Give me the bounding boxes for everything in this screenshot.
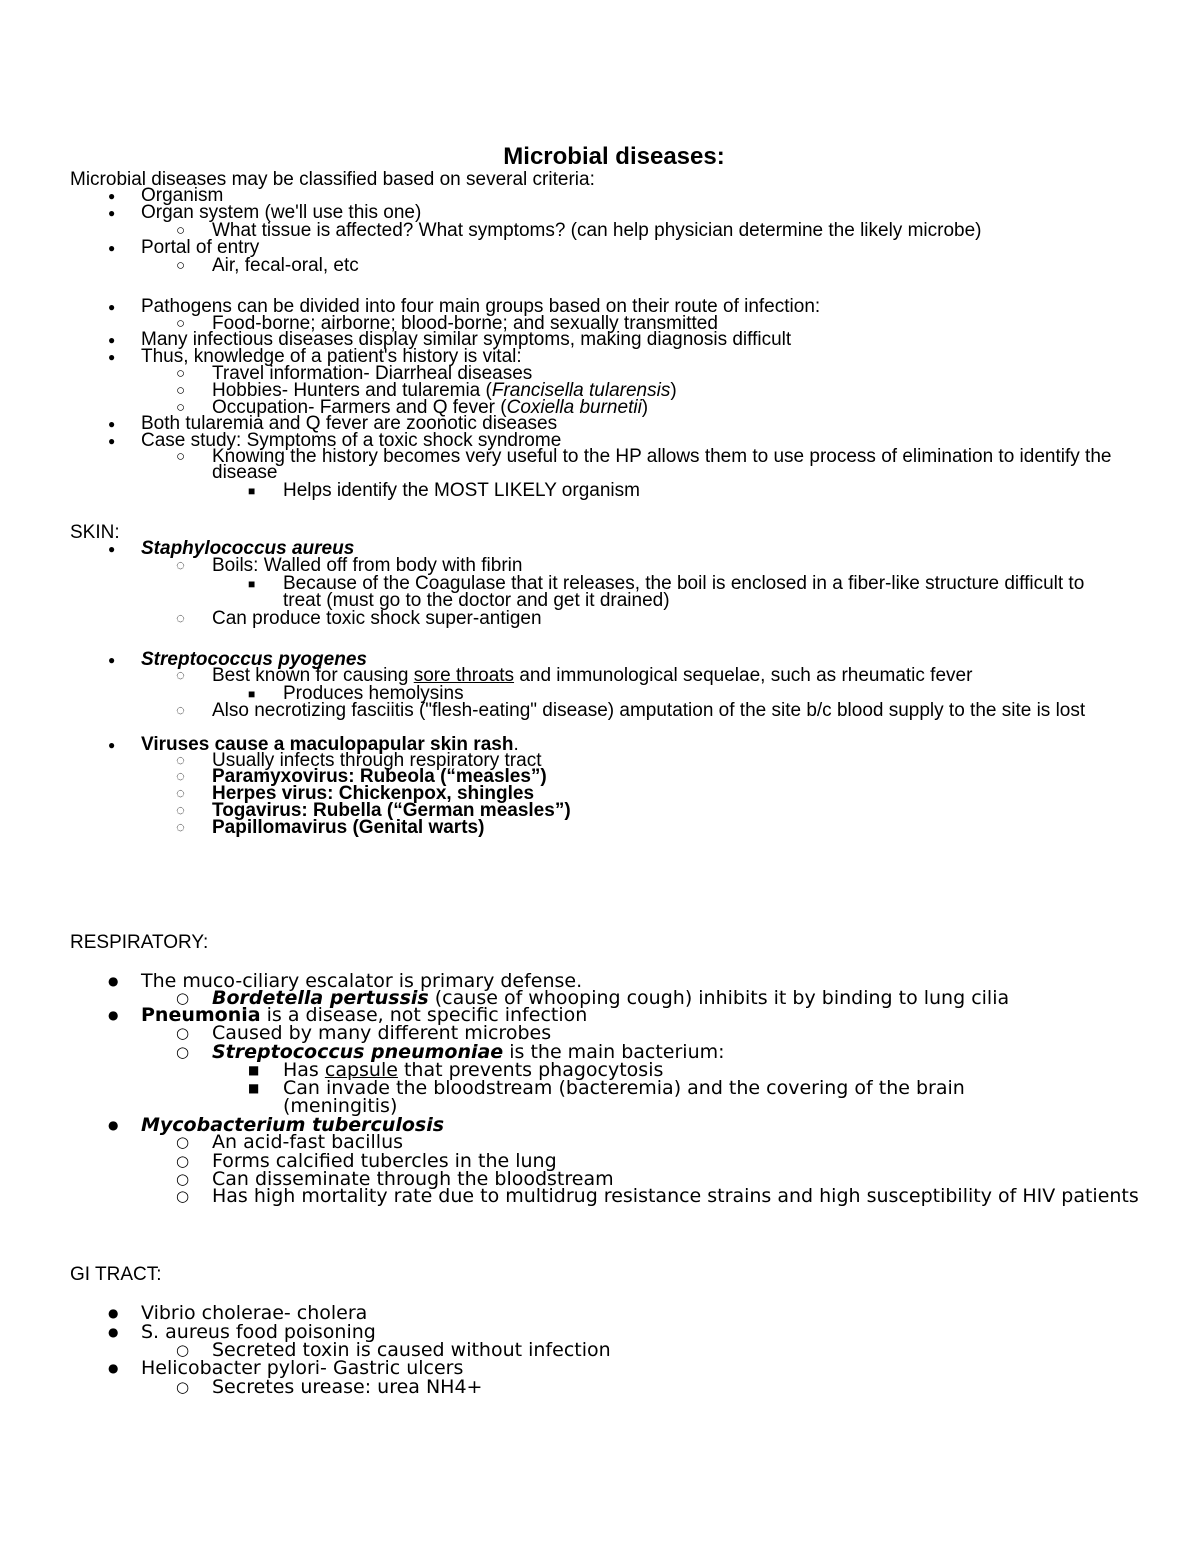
- dotted-circle-bullet-icon: ◌: [176, 785, 185, 802]
- circle-bullet-icon: ○: [176, 1187, 190, 1205]
- bullet-icon: ●: [108, 333, 116, 347]
- bullet-icon: ●: [108, 350, 116, 364]
- dotted-circle-bullet-icon: ◌: [176, 702, 185, 719]
- bullet-icon: ●: [108, 189, 116, 203]
- bullet-icon: ●: [108, 1325, 119, 1339]
- bullet-icon: ●: [108, 206, 116, 220]
- dotted-circle-bullet-icon: ◌: [176, 557, 185, 574]
- circle-bullet-icon: ○: [176, 257, 186, 274]
- circle-bullet-icon: ○: [176, 1024, 190, 1042]
- page-title: Microbial diseases:: [503, 143, 725, 170]
- bullet-icon: ●: [108, 434, 116, 448]
- list-item: ■ Can invade the bloodstream (bacteremia) and the covering of the brain (meningitis): [248, 1077, 965, 1117]
- circle-bullet-icon: ○: [176, 1152, 190, 1170]
- bullet-icon: ●: [108, 1008, 119, 1022]
- bullet-icon: ●: [108, 300, 116, 314]
- square-bullet-icon: ■: [248, 484, 256, 498]
- dotted-circle-bullet-icon: ◌: [176, 667, 185, 684]
- square-bullet-icon: ■: [248, 1063, 260, 1077]
- bullet-icon: ●: [108, 974, 119, 988]
- circle-bullet-icon: ○: [176, 1043, 190, 1061]
- document-page: Microbial diseases: Microbial diseases may be classified based on several criteria: ● Organism ● Organ system (we'll use this one) ○ What tissue is affected? What symptoms? (can help physician determine the likely microbe) ● Portal of entry ○ Air, fecal-oral, etc ● Pathogens can be divided into four main groups based on their route of infection: ○ Food-borne; airborne; blood-borne; and sexually transmitted ● Many infectious diseases display similar symptoms, making diagnosis difficult ● Thus, knowledge of a patient's history is vital: ○ Travel information- Diarrheal diseases ○ Hobbies- Hunters and tularemia (Francisella tularensis) ○ Occupation- Farmers and Q fever (Coxiella burnetii) ● Both tularemia and Q fever are zoonotic diseases ● Case study: Symptoms of a toxic shock syndrome ○ Knowing the history becomes very useful to the HP allows them to use process of elimination to identify the disease ■ Helps identify the MOST LIKELY organism SKIN: ● Staphylococcus aureus ◌ Boils: Walled off from body with fibrin ■ Because of the Coagulase that it releases, the boil is enclosed in a fiber-like structure difficult to treat (must go to the doctor and get it drained) ◌ Can produce toxic shock super-antigen ● Streptococcus pyogenes ◌ Best known for causing sore throats and immunological sequelae, such as rheumatic fever ■ Produces hemolysins ◌ Also necrotizing fasciitis ("flesh-eating" disease) amputation of the site b/c blood supply to the site is lost ● Viruses cause a maculopapular skin rash. ◌ Usually infects through respiratory tract ◌ Paramyxovirus: Rubeola (“measles”) ◌ Herpes virus: Chickenpox, shingles ◌ Togavirus: Rubella (“German measles”) ◌ Papillomavirus (Genital warts) RESPIRATORY: ● The muco-ciliary escalator is primary defense. ○ Bordetella pertussis (cause of whooping cough) inhibits it by binding to lung cilia ● Pneumonia is a disease, not specific infection ○ Caused by many different microbes ○ Streptococcus pneumoniae is the main bacterium: ■ Has capsule that prevents phagocytosis ■ Can invade the bloodstream (bacteremia) and the covering of the brain (meningitis) ● Mycobacterium tuberculosis ○ An acid-fast bacillus ○ Forms calcified tubercles in the lung ○ Can disseminate through the bloodstream ○ Has high mortality rate due to multidrug resistance strains and high susceptibility of HIV patients GI TRACT: ● Vibrio cholerae- cholera ● S. aureus food poisoning ○ Secreted toxin is caused without infection ● Helicobacter pylori- Gastric ulcers ○ Secretes urease: urea NH4+: [0, 0, 1200, 1553]
- bullet-icon: ●: [108, 241, 116, 255]
- list-item: ○ Has high mortality rate due to multidrug resistance strains and high susceptibility of HIV patients: [176, 1185, 1139, 1207]
- circle-bullet-icon: ○: [176, 382, 186, 399]
- bullet-icon: ●: [108, 738, 116, 752]
- circle-bullet-icon: ○: [176, 1133, 190, 1151]
- dotted-circle-bullet-icon: ◌: [176, 819, 185, 836]
- square-bullet-icon: ■: [248, 1081, 260, 1095]
- dotted-circle-bullet-icon: ◌: [176, 802, 185, 819]
- dotted-circle-bullet-icon: ◌: [176, 752, 185, 769]
- bullet-icon: ●: [108, 1118, 119, 1132]
- dotted-circle-bullet-icon: ◌: [176, 610, 185, 627]
- list-item: ○ Knowing the history becomes very useful to the HP allows them to use process of elimination to identify the disease: [176, 446, 1112, 483]
- list-item: ■ Because of the Coagulase that it releases, the boil is enclosed in a fiber-like structure difficult to treat (must go to the doctor and get it drained): [248, 573, 1085, 611]
- bullet-icon: ●: [108, 417, 116, 431]
- circle-bullet-icon: ○: [176, 989, 190, 1007]
- circle-bullet-icon: ○: [176, 365, 186, 382]
- bullet-icon: ●: [108, 653, 116, 667]
- circle-bullet-icon: ○: [176, 1170, 190, 1188]
- dotted-circle-bullet-icon: ◌: [176, 768, 185, 785]
- square-bullet-icon: ■: [248, 687, 256, 701]
- bullet-icon: ●: [108, 542, 116, 556]
- circle-bullet-icon: ○: [176, 448, 186, 465]
- bullet-icon: ●: [108, 1306, 119, 1320]
- bullet-icon: ●: [108, 1361, 119, 1375]
- circle-bullet-icon: ○: [176, 1378, 190, 1396]
- circle-bullet-icon: ○: [176, 1341, 190, 1359]
- square-bullet-icon: ■: [248, 577, 256, 591]
- circle-bullet-icon: ○: [176, 222, 186, 239]
- circle-bullet-icon: ○: [176, 315, 186, 332]
- circle-bullet-icon: ○: [176, 399, 186, 416]
- list-item: ◌ Also necrotizing fasciitis ("flesh-eating" disease) amputation of the site b/c blood supply to the site is lost: [176, 700, 1086, 721]
